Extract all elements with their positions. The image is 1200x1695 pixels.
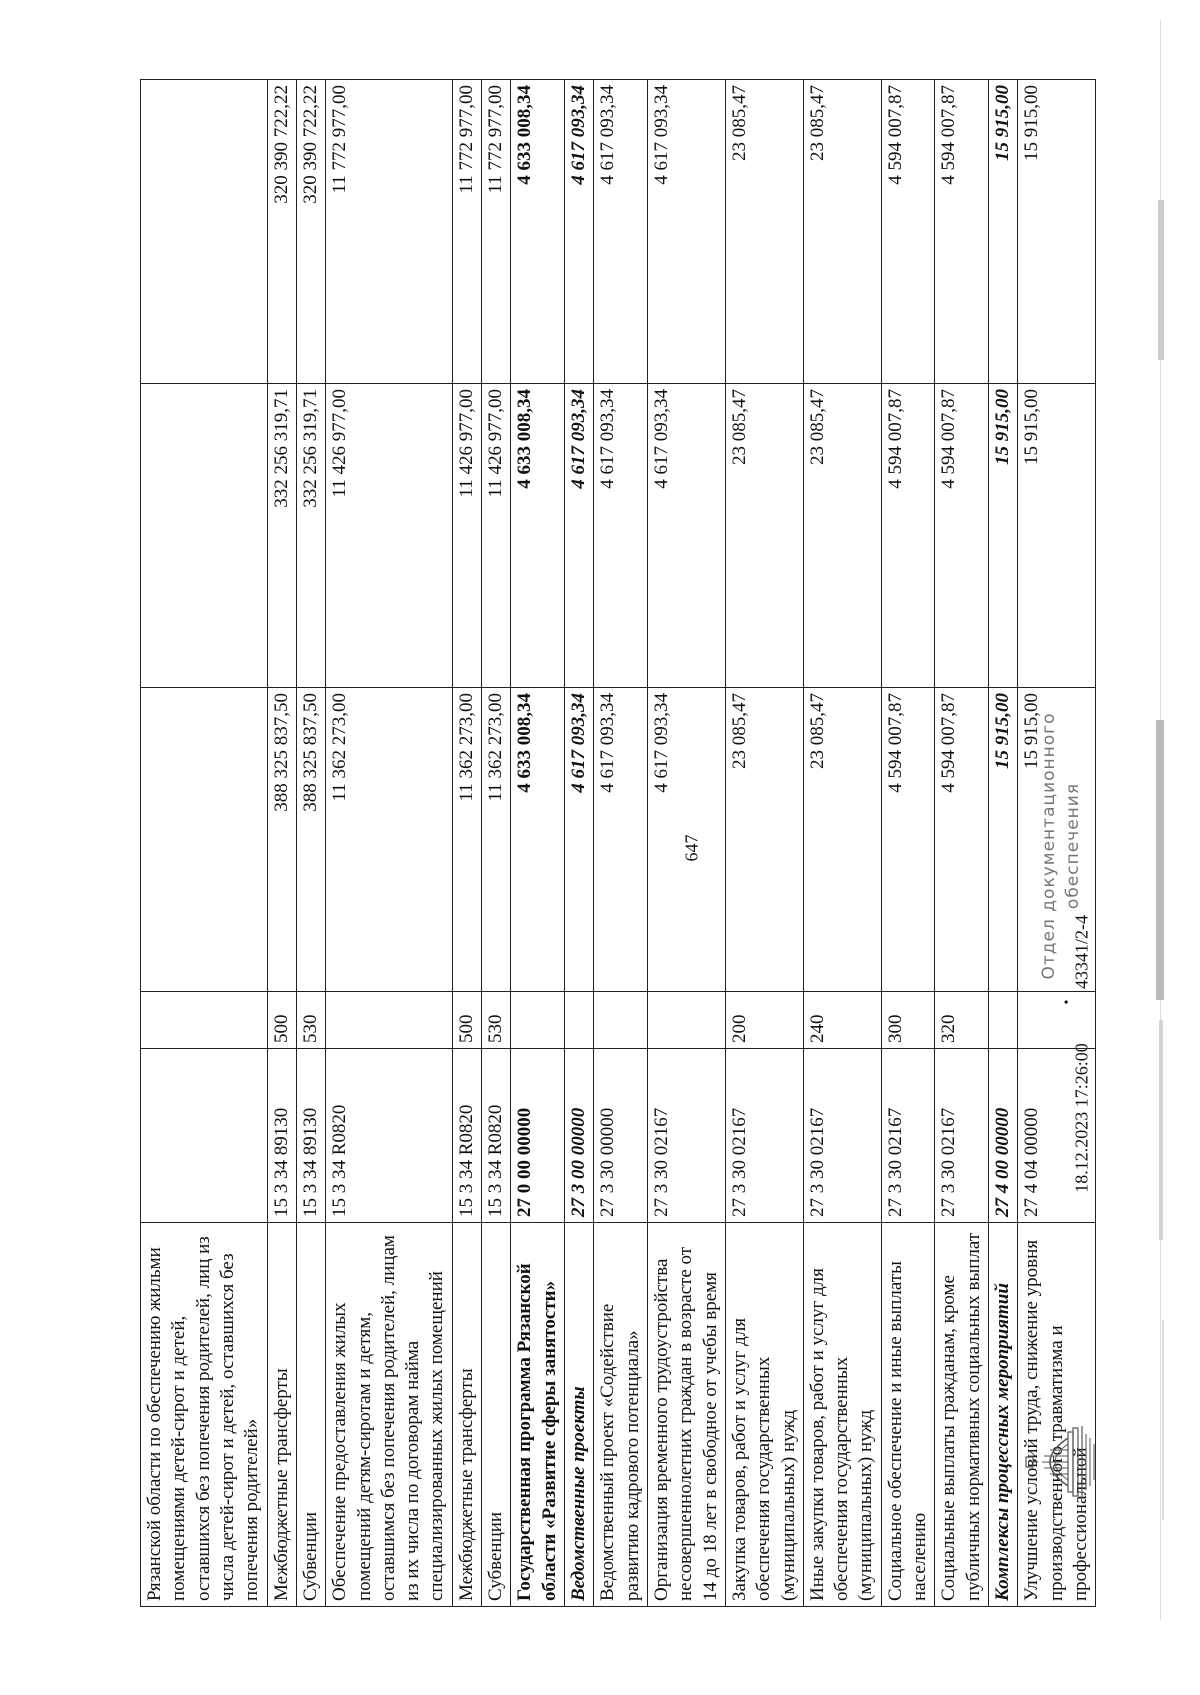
table-row — [482, 80, 511, 1607]
table-row — [594, 80, 648, 1607]
row-value-2024-cell: 388 325 837,50 — [296, 688, 325, 992]
table-row — [511, 80, 565, 1607]
row-value-2026-cell: 320 390 722,22 — [296, 80, 325, 384]
table-row — [989, 80, 1018, 1607]
duma-emblem-icon — [1024, 1414, 1100, 1510]
table-row — [267, 80, 296, 1607]
row-value-2025-cell: 4 617 093,34 — [594, 384, 648, 688]
table-row — [725, 80, 803, 1607]
row-code-cell: 27 3 30 02167 — [803, 1049, 881, 1223]
table-row — [647, 80, 725, 1607]
row-value-2024-cell: 15 915,00 — [989, 688, 1018, 992]
row-code-cell: 27 3 00 00000 — [565, 1049, 594, 1223]
row-code-cell: 27 3 30 02167 — [647, 1049, 725, 1223]
row-type-cell: 530 — [482, 992, 511, 1049]
row-value-2024-cell — [141, 688, 268, 992]
row-name-cell: Закупка товаров, работ и услуг для обеспечения государственных (муниципальных) нужд — [725, 1223, 803, 1607]
budget-table — [140, 79, 1096, 1607]
row-code-cell: 27 4 04 00000 — [1018, 1049, 1096, 1223]
department-stamp-line2: обеспечения — [1063, 782, 1083, 910]
row-value-2024-cell: 4 617 093,34 — [565, 688, 594, 992]
row-code-cell: 27 3 30 02167 — [881, 1049, 935, 1223]
row-code-cell: 15 3 34 89130 — [267, 1049, 296, 1223]
row-type-cell: 500 — [267, 992, 296, 1049]
row-name-cell: Обеспечение предоставления жилых помещений детям-сиротам и детям, оставшимся без попечения родителей, лицам из их числа по договорам найма специализированных жилых помещений — [326, 1223, 453, 1607]
footer-timestamp: 18.12.2023 17:26:00 — [1071, 1043, 1092, 1193]
row-type-cell — [1018, 992, 1096, 1049]
row-value-2026-cell: 23 085,47 — [803, 80, 881, 384]
row-value-2025-cell: 332 256 319,71 — [267, 384, 296, 688]
row-name-cell: Субвенции — [482, 1223, 511, 1607]
row-value-2026-cell: 4 617 093,34 — [565, 80, 594, 384]
row-value-2026-cell — [141, 80, 268, 384]
row-value-2025-cell — [141, 384, 268, 688]
row-value-2024-cell: 388 325 837,50 — [267, 688, 296, 992]
row-type-cell — [647, 992, 725, 1049]
row-code-cell: 15 3 34 R0820 — [452, 1049, 481, 1223]
row-type-cell: 320 — [935, 992, 989, 1049]
row-value-2024-cell: 4 594 007,87 — [881, 688, 935, 992]
row-value-2024-cell: 4 633 008,34 — [511, 688, 565, 992]
row-name-cell: Комплексы процессных мероприятий — [989, 1223, 1018, 1607]
row-code-cell: 27 4 00 00000 — [989, 1049, 1018, 1223]
table-row — [296, 80, 325, 1607]
row-value-2026-cell: 4 633 008,34 — [511, 80, 565, 384]
row-name-cell: Межбюджетные трансферты — [267, 1223, 296, 1607]
row-name-cell: Социальное обеспечение и иные выплаты населению — [881, 1223, 935, 1607]
row-value-2026-cell: 11 772 977,00 — [452, 80, 481, 384]
row-value-2025-cell: 11 426 977,00 — [326, 384, 453, 688]
row-code-cell: 15 3 34 R0820 — [482, 1049, 511, 1223]
row-value-2026-cell: 4 594 007,87 — [881, 80, 935, 384]
row-value-2025-cell: 4 594 007,87 — [881, 384, 935, 688]
row-value-2024-cell: 23 085,47 — [725, 688, 803, 992]
row-type-cell — [326, 992, 453, 1049]
row-type-cell — [989, 992, 1018, 1049]
row-code-cell: 27 3 30 02167 — [935, 1049, 989, 1223]
row-value-2025-cell: 15 915,00 — [989, 384, 1018, 688]
row-value-2025-cell: 23 085,47 — [725, 384, 803, 688]
row-value-2025-cell: 15 915,00 — [1018, 384, 1096, 688]
row-type-cell — [141, 992, 268, 1049]
row-value-2026-cell: 23 085,47 — [725, 80, 803, 384]
table-row — [141, 80, 268, 1607]
table-row — [803, 80, 881, 1607]
row-name-cell: Государственная программа Рязанской области «Развитие сферы занятости» — [511, 1223, 565, 1607]
row-name-cell: Улучшение условий труда, снижение уровня производственного травматизма и профессиональной — [1018, 1223, 1096, 1607]
row-type-cell: 530 — [296, 992, 325, 1049]
row-code-cell: 27 3 30 00000 — [594, 1049, 648, 1223]
table-row — [935, 80, 989, 1607]
row-value-2024-cell: 11 362 273,00 — [482, 688, 511, 992]
row-name-cell: Иные закупки товаров, работ и услуг для обеспечения государственных (муниципальных) нужд — [803, 1223, 881, 1607]
row-code-cell: 15 3 34 R0820 — [326, 1049, 453, 1223]
row-value-2024-cell: 4 594 007,87 — [935, 688, 989, 992]
row-value-2025-cell: 11 426 977,00 — [452, 384, 481, 688]
footer-doc-number: 43341/2-4 — [1071, 915, 1092, 989]
row-value-2025-cell: 4 633 008,34 — [511, 384, 565, 688]
row-value-2026-cell: 4 617 093,34 — [594, 80, 648, 384]
department-stamp-line1: Отдел документационного — [1039, 712, 1060, 980]
row-type-cell: 240 — [803, 992, 881, 1049]
row-type-cell — [594, 992, 648, 1049]
row-type-cell: 500 — [452, 992, 481, 1049]
row-value-2025-cell: 4 594 007,87 — [935, 384, 989, 688]
row-value-2025-cell: 11 426 977,00 — [482, 384, 511, 688]
budget-table-body — [141, 80, 1096, 1607]
row-value-2026-cell: 11 772 977,00 — [482, 80, 511, 384]
row-type-cell — [511, 992, 565, 1049]
row-value-2024-cell: 4 617 093,34 — [647, 688, 725, 992]
row-code-cell: 27 0 00 00000 — [511, 1049, 565, 1223]
row-type-cell: 300 — [881, 992, 935, 1049]
row-value-2025-cell: 4 617 093,34 — [565, 384, 594, 688]
row-value-2025-cell: 23 085,47 — [803, 384, 881, 688]
row-code-cell: 27 3 30 02167 — [725, 1049, 803, 1223]
row-name-cell: Ведомственные проекты — [565, 1223, 594, 1607]
row-name-cell: Субвенции — [296, 1223, 325, 1607]
row-value-2025-cell: 4 617 093,34 — [647, 384, 725, 688]
row-name-cell: Организация временного трудоустройства несовершеннолетних граждан в возрасте от 14 до 18 лет в свободное от учебы время — [647, 1223, 725, 1607]
scan-edge-artifact — [1150, 20, 1168, 1620]
department-stamp — [1038, 713, 1086, 980]
footer-separator: • — [1060, 999, 1075, 1005]
row-name-cell: Межбюджетные трансферты — [452, 1223, 481, 1607]
table-row — [565, 80, 594, 1607]
table-row — [326, 80, 453, 1607]
row-code-cell: 15 3 34 89130 — [296, 1049, 325, 1223]
row-value-2024-cell: 4 617 093,34 — [594, 688, 648, 992]
row-type-cell: 200 — [725, 992, 803, 1049]
row-name-cell: Ведомственный проект «Содействие развитию кадрового потенциала» — [594, 1223, 648, 1607]
page-number: 647 — [681, 834, 702, 862]
row-name-cell: Социальные выплаты гражданам, кроме публичных нормативных социальных выплат — [935, 1223, 989, 1607]
row-value-2024-cell: 11 362 273,00 — [326, 688, 453, 992]
row-value-2026-cell: 15 915,00 — [989, 80, 1018, 384]
row-value-2026-cell: 15 915,00 — [1018, 80, 1096, 384]
row-type-cell — [565, 992, 594, 1049]
row-value-2026-cell: 4 594 007,87 — [935, 80, 989, 384]
row-name-cell: Рязанской области по обеспечению жильми помещениями детей-сирот и детей, оставшихся без попечения родителей, лиц из числа детей-сирот и детей, оставшихся без попечения родителей» — [141, 1223, 268, 1607]
row-code-cell — [141, 1049, 268, 1223]
table-row — [452, 80, 481, 1607]
row-value-2026-cell: 4 617 093,34 — [647, 80, 725, 384]
table-row — [881, 80, 935, 1607]
row-value-2025-cell: 332 256 319,71 — [296, 384, 325, 688]
row-value-2026-cell: 320 390 722,22 — [267, 80, 296, 384]
row-value-2026-cell: 11 772 977,00 — [326, 80, 453, 384]
row-value-2024-cell: 23 085,47 — [803, 688, 881, 992]
row-value-2024-cell: 11 362 273,00 — [452, 688, 481, 992]
row-value-2024-cell: 15 915,00 — [1018, 688, 1096, 992]
